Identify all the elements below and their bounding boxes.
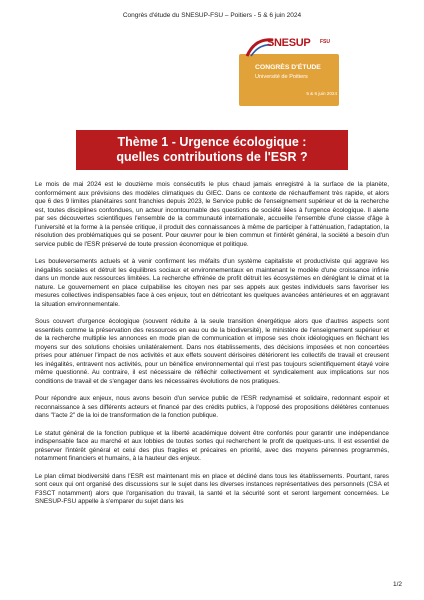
logo-university-text: Université de Poitiers	[255, 74, 308, 80]
page-number: 1/2	[392, 581, 402, 588]
paragraph: Le mois de mai 2024 est le douzième mois consécutifs le plus chaud jamais enregistré à la surface de la planète, conformément aux prévisions des modèles climatiques du GIEC. Dans ce contexte de réchauffement très rapide, et alors que 6 des 9 limites planétaires sont franchies depuis 2023, le Service public de l'enseignement supérieur et de la recherche est, toutes disciplines confondues, un acteur incontournable des questions de société liées à l'urgence écologique. Il alerte par ses découvertes scientifiques l'ensemble de la communauté internationale, accueille l'ensemble d'une classe d'âge à l'université et la forme à la pensée critique, il produit des connaissances à même de participer à l'atténuation, l'adaptation, la résolution des problématiques qui se posent. Pour œuvrer pour le bien commun et l'intérêt général, la société a besoin d'un service public de l'ESR préservé de toute pression économique et politique.	[35, 181, 389, 248]
theme-title-box	[76, 130, 348, 170]
paragraph: Le statut général de la fonction publique et la liberté académique doivent être confortés pour garantir une indépendance indispensable face au marché et aux lobbies de toutes sortes qui recherchent le profit de quelques-uns. Il est essentiel de préserver l'intérêt général et celui des plus fragiles et précaires en priorité, avec des moyens pérennes programmés, notamment financiers et humains, à la hauteur des enjeux.	[35, 429, 389, 462]
logo-congres-text: CONGRÈS D'ÉTUDE	[255, 64, 321, 71]
theme-title-line-2: quelles contributions de l'ESR ?	[116, 149, 308, 164]
theme-title-line-1: Thème 1 - Urgence écologique :	[117, 135, 307, 149]
logo-date-text: 5 & 6 juin 2024	[306, 91, 337, 96]
document-body	[35, 181, 389, 516]
conference-header: Congrès d'étude du SNESUP-FSU – Poitiers - 5 & 6 juin 2024	[122, 12, 302, 19]
paragraph: Sous couvert d'urgence écologique (souvent réduite à la seule transition énergétique alors que d'autres aspects sont essentiels comme la préservation des ressources en eau ou de la biodiversité), le ministère de l'enseignement supérieur et de la recherche multiplie les annonces en mode plan de communication et impose ses choix idéologiques en fléchant les moyens sur des solutions choisies unilatéralement. Dans nos établissements, des décisions imposées et non concertées prises pour atténuer l'impact de nos activités et aux effets souvent dérisoires détériorent les collectifs de travail et creusent les inégalités, entravent nos activités, pour un bénéfice environnemental qui n'est pas toujours scientifiquement étayé voire même questionné. Au contraire, il est nécessaire de réfléchir collectivement et syndicalement aux implications sur nos conditions de travail et de s'engager dans les nécessaires évolutions de nos pratiques.	[35, 318, 389, 385]
paragraph: Le plan climat biodiversité dans l'ESR est maintenant mis en place et décliné dans tous les établissements. Pourtant, rares sont ceux qui ont organisé des discussions sur le sujet dans les diverses instances représentatives des personnels (CSA et F3SCT notamment) alors que l'organisation du travail, la santé et la sécurité sont et seront largement concernées. Le SNESUP-FSU appelle à s'emparer du sujet dans les	[35, 472, 389, 505]
snesup-congres-logo	[237, 36, 341, 108]
paragraph: Les bouleversements actuels et à venir confirment les méfaits d'un système capitaliste et productiviste qui aggrave les inégalités sociales et détruit les équilibres sociaux et environnementaux en maintenant le modèle d'une croissance infinie dans un monde aux ressources limitées. La recherche effrénée de profit détruit les écosystèmes en déréglant le climat et la nature. Le gouvernement en place culpabilise les citoyen nes par ses appels aux gestes individuels sans favoriser les mesures collectives indispensables face à ces enjeux, tout en détricotant les quelques avancées antérieures et en aggravant la situation environnementale.	[35, 258, 389, 308]
logo-banner	[239, 54, 339, 106]
logo-fsu-text: FSU	[320, 39, 330, 45]
logo-brand-text: SNESUP	[267, 37, 311, 49]
paragraph: Pour répondre aux enjeux, nous avons besoin d'un service public de l'ESR redynamisé et solidaire, redonnant espoir et reconnaissance à ses différents acteurs et financé par des crédits publics, à l'opposé des propositions délétères contenues dans "l'acte 2" de la loi de transformation de la fonction publique.	[35, 395, 389, 419]
